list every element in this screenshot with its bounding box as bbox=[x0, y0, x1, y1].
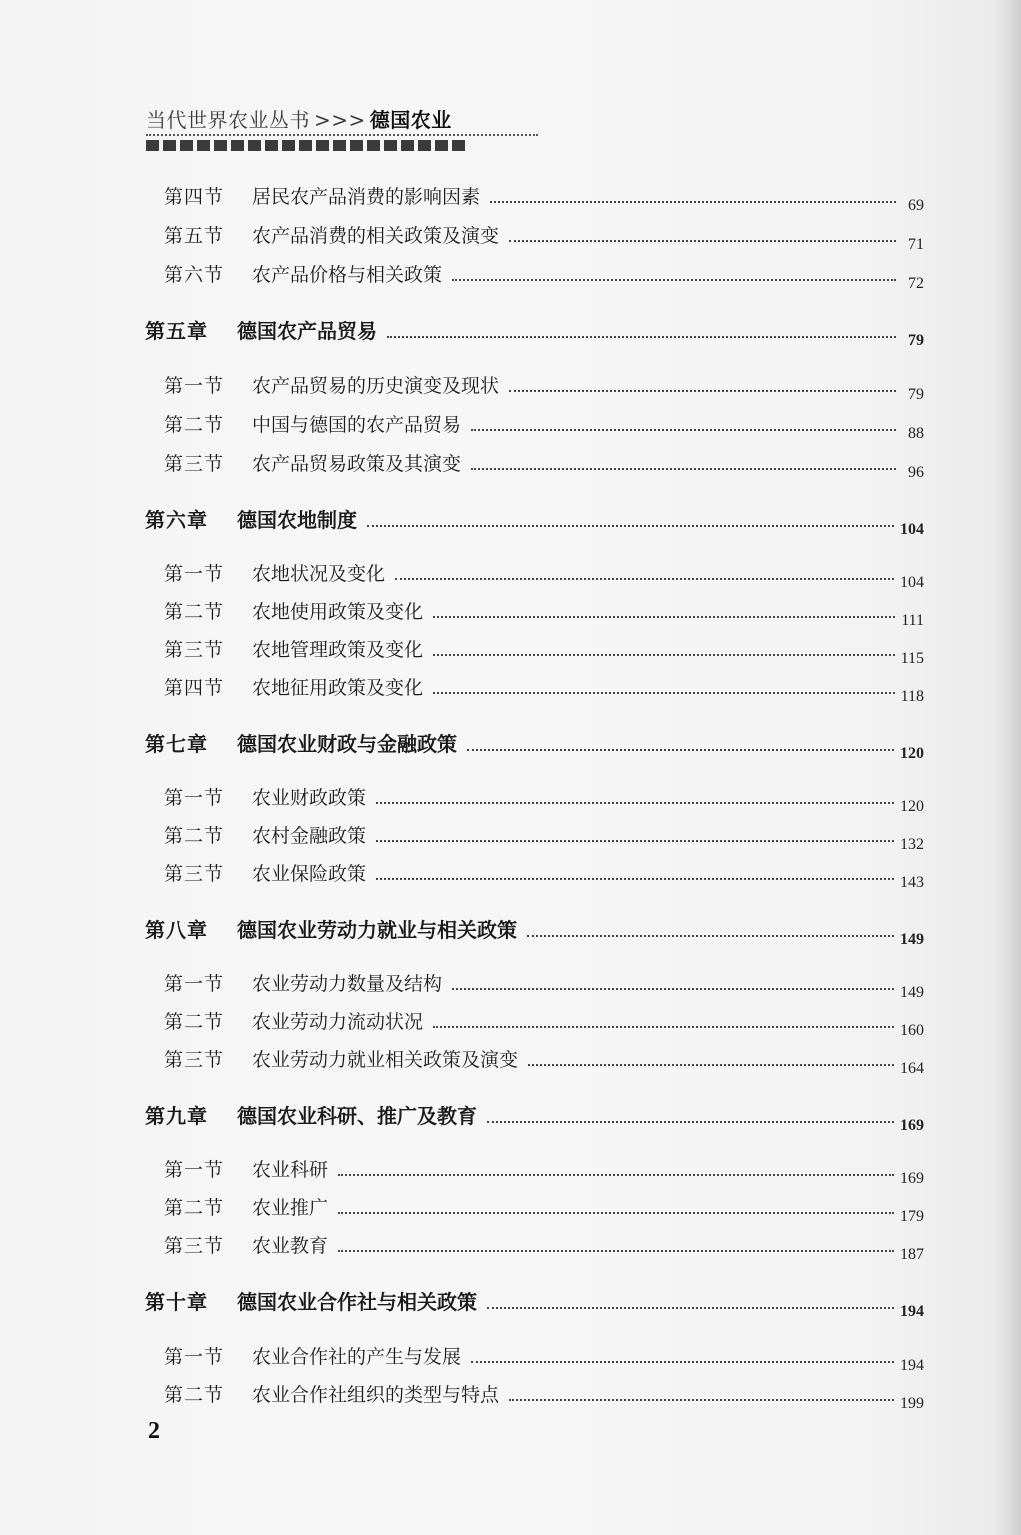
toc-section-row bbox=[164, 1193, 924, 1225]
section-title: 居民农产品消费的影响因素 bbox=[252, 186, 481, 208]
page-number: 2 bbox=[148, 1418, 160, 1444]
toc-section-row bbox=[164, 1045, 924, 1077]
section-number: 第一节 bbox=[164, 1159, 225, 1181]
toc-page-number: 96 bbox=[908, 464, 924, 481]
toc-page-number: 104 bbox=[900, 521, 924, 538]
section-number: 第五节 bbox=[164, 225, 225, 247]
dot-leader bbox=[387, 336, 896, 338]
toc-chapter-row bbox=[145, 914, 924, 948]
toc-section-row bbox=[164, 221, 924, 253]
chapter-title: 德国农业合作社与相关政策 bbox=[237, 1290, 477, 1314]
toc-page-number: 149 bbox=[900, 931, 924, 948]
section-title: 农业劳动力数量及结构 bbox=[252, 973, 443, 995]
section-number: 第一节 bbox=[164, 563, 225, 585]
section-number: 第一节 bbox=[164, 973, 225, 995]
dot-leader bbox=[509, 240, 896, 242]
section-title: 农业劳动力就业相关政策及演变 bbox=[252, 1049, 519, 1071]
dot-leader bbox=[433, 692, 895, 694]
toc-page-number: 120 bbox=[900, 745, 924, 762]
toc-page-number: 118 bbox=[900, 688, 924, 705]
toc-page-number: 199 bbox=[900, 1395, 924, 1412]
chapter-title: 德国农地制度 bbox=[237, 508, 357, 532]
toc-section-row bbox=[164, 410, 924, 442]
section-number: 第二节 bbox=[164, 825, 225, 847]
dot-leader bbox=[471, 429, 896, 431]
section-title: 农地状况及变化 bbox=[252, 563, 386, 585]
dot-leader bbox=[433, 1026, 894, 1028]
dot-leader bbox=[471, 1361, 894, 1363]
book-title: 德国农业 bbox=[369, 108, 452, 132]
section-number: 第二节 bbox=[164, 1197, 225, 1219]
chapter-title: 德国农业劳动力就业与相关政策 bbox=[237, 918, 517, 942]
chapter-number: 第五章 bbox=[145, 319, 208, 343]
toc-section-row bbox=[164, 1007, 924, 1039]
chapter-number: 第七章 bbox=[145, 732, 208, 756]
toc-section-row bbox=[164, 1231, 924, 1263]
dot-leader bbox=[527, 935, 894, 937]
section-number: 第二节 bbox=[164, 1384, 225, 1406]
toc-section-row bbox=[164, 859, 924, 891]
toc-section-row bbox=[164, 1342, 924, 1374]
dot-leader bbox=[509, 1399, 894, 1401]
section-number: 第三节 bbox=[164, 639, 225, 661]
toc-section-row bbox=[164, 371, 924, 403]
header-arrows: >>> bbox=[314, 108, 366, 132]
toc-page-number: 111 bbox=[901, 612, 924, 629]
section-title: 农村金融政策 bbox=[252, 825, 367, 847]
toc-section-row bbox=[164, 597, 924, 629]
section-title: 农业合作社组织的类型与特点 bbox=[252, 1384, 500, 1406]
toc-section-row bbox=[164, 969, 924, 1001]
section-title: 农业推广 bbox=[252, 1197, 329, 1219]
toc-page-number: 149 bbox=[900, 984, 924, 1001]
dot-leader bbox=[395, 578, 894, 580]
section-title: 农业合作社的产生与发展 bbox=[252, 1346, 462, 1368]
section-title: 农产品贸易的历史演变及现状 bbox=[252, 375, 500, 397]
chapter-number: 第八章 bbox=[145, 918, 208, 942]
toc-page-number: 132 bbox=[900, 836, 924, 853]
section-number: 第三节 bbox=[164, 863, 225, 885]
section-number: 第四节 bbox=[164, 186, 225, 208]
section-title: 农产品价格与相关政策 bbox=[252, 264, 443, 286]
dot-leader bbox=[467, 749, 894, 751]
dot-leader bbox=[338, 1174, 894, 1176]
dot-leader bbox=[528, 1064, 894, 1066]
toc-page-number: 120 bbox=[900, 798, 924, 815]
toc-section-row bbox=[164, 182, 924, 214]
toc-page-number: 179 bbox=[900, 1208, 924, 1225]
dot-leader bbox=[376, 878, 894, 880]
dot-leader bbox=[487, 1307, 894, 1309]
toc-section-row bbox=[164, 1155, 924, 1187]
toc-section-row bbox=[164, 449, 924, 481]
dot-leader bbox=[471, 468, 896, 470]
section-number: 第三节 bbox=[164, 1235, 225, 1257]
toc-chapter-row bbox=[145, 504, 924, 538]
toc-page-number: 194 bbox=[900, 1357, 924, 1374]
toc-page-number: 104 bbox=[900, 574, 924, 591]
section-number: 第二节 bbox=[164, 601, 225, 623]
section-number: 第六节 bbox=[164, 264, 225, 286]
toc-page-number: 143 bbox=[900, 874, 924, 891]
dot-leader bbox=[452, 988, 894, 990]
toc-page-number: 79 bbox=[908, 332, 924, 349]
dot-leader bbox=[367, 525, 894, 527]
dot-leader bbox=[490, 201, 896, 203]
toc-chapter-row bbox=[145, 315, 924, 349]
toc-page-number: 169 bbox=[900, 1117, 924, 1134]
toc-page-number: 72 bbox=[908, 275, 924, 292]
toc-chapter-row bbox=[145, 728, 924, 762]
dot-leader bbox=[487, 1121, 894, 1123]
dot-leader bbox=[433, 654, 895, 656]
toc-page-number: 79 bbox=[908, 386, 924, 403]
dot-leader bbox=[433, 616, 895, 618]
chapter-number: 第六章 bbox=[145, 508, 208, 532]
section-title: 农业科研 bbox=[252, 1159, 329, 1181]
section-title: 农业财政政策 bbox=[252, 787, 367, 809]
section-title: 中国与德国的农产品贸易 bbox=[252, 414, 462, 436]
section-number: 第二节 bbox=[164, 1011, 225, 1033]
section-title: 农地管理政策及变化 bbox=[252, 639, 424, 661]
dot-leader bbox=[376, 802, 894, 804]
toc-page-number: 115 bbox=[900, 650, 924, 667]
section-title: 农地使用政策及变化 bbox=[252, 601, 424, 623]
section-title: 农产品消费的相关政策及演变 bbox=[252, 225, 500, 247]
toc-page-number: 187 bbox=[900, 1246, 924, 1263]
toc-section-row bbox=[164, 783, 924, 815]
section-title: 农产品贸易政策及其演变 bbox=[252, 453, 462, 475]
section-number: 第一节 bbox=[164, 787, 225, 809]
toc-page-number: 160 bbox=[900, 1022, 924, 1039]
section-number: 第一节 bbox=[164, 1346, 225, 1368]
section-title: 农业劳动力流动状况 bbox=[252, 1011, 424, 1033]
chapter-title: 德国农产品贸易 bbox=[237, 319, 377, 343]
toc-section-row bbox=[164, 635, 924, 667]
dot-leader bbox=[338, 1250, 894, 1252]
chapter-number: 第九章 bbox=[145, 1104, 208, 1128]
section-number: 第一节 bbox=[164, 375, 225, 397]
toc-page-number: 169 bbox=[900, 1170, 924, 1187]
section-number: 第三节 bbox=[164, 1049, 225, 1071]
section-title: 农业教育 bbox=[252, 1235, 329, 1257]
toc-page-number: 88 bbox=[908, 425, 924, 442]
section-number: 第三节 bbox=[164, 453, 225, 475]
toc-section-row bbox=[164, 260, 924, 292]
section-title: 农业保险政策 bbox=[252, 863, 367, 885]
dot-leader bbox=[338, 1212, 894, 1214]
toc-section-row bbox=[164, 1380, 924, 1412]
dot-leader bbox=[452, 279, 896, 281]
toc-section-row bbox=[164, 821, 924, 853]
toc-chapter-row bbox=[145, 1100, 924, 1134]
section-number: 第四节 bbox=[164, 677, 225, 699]
toc-chapter-row bbox=[145, 1286, 924, 1320]
chapter-title: 德国农业科研、推广及教育 bbox=[237, 1104, 477, 1128]
toc-section-row bbox=[164, 673, 924, 705]
chapter-title: 德国农业财政与金融政策 bbox=[237, 732, 457, 756]
toc-page-number: 69 bbox=[908, 197, 924, 214]
toc-page-number: 71 bbox=[908, 236, 924, 253]
toc-page-number: 164 bbox=[900, 1060, 924, 1077]
dot-leader bbox=[376, 840, 894, 842]
toc-page-number: 194 bbox=[900, 1303, 924, 1320]
section-number: 第二节 bbox=[164, 414, 225, 436]
dot-leader bbox=[509, 390, 896, 392]
series-title: 当代世界农业丛书 bbox=[146, 108, 310, 132]
toc-section-row bbox=[164, 559, 924, 591]
chapter-number: 第十章 bbox=[145, 1290, 208, 1314]
section-title: 农地征用政策及变化 bbox=[252, 677, 424, 699]
